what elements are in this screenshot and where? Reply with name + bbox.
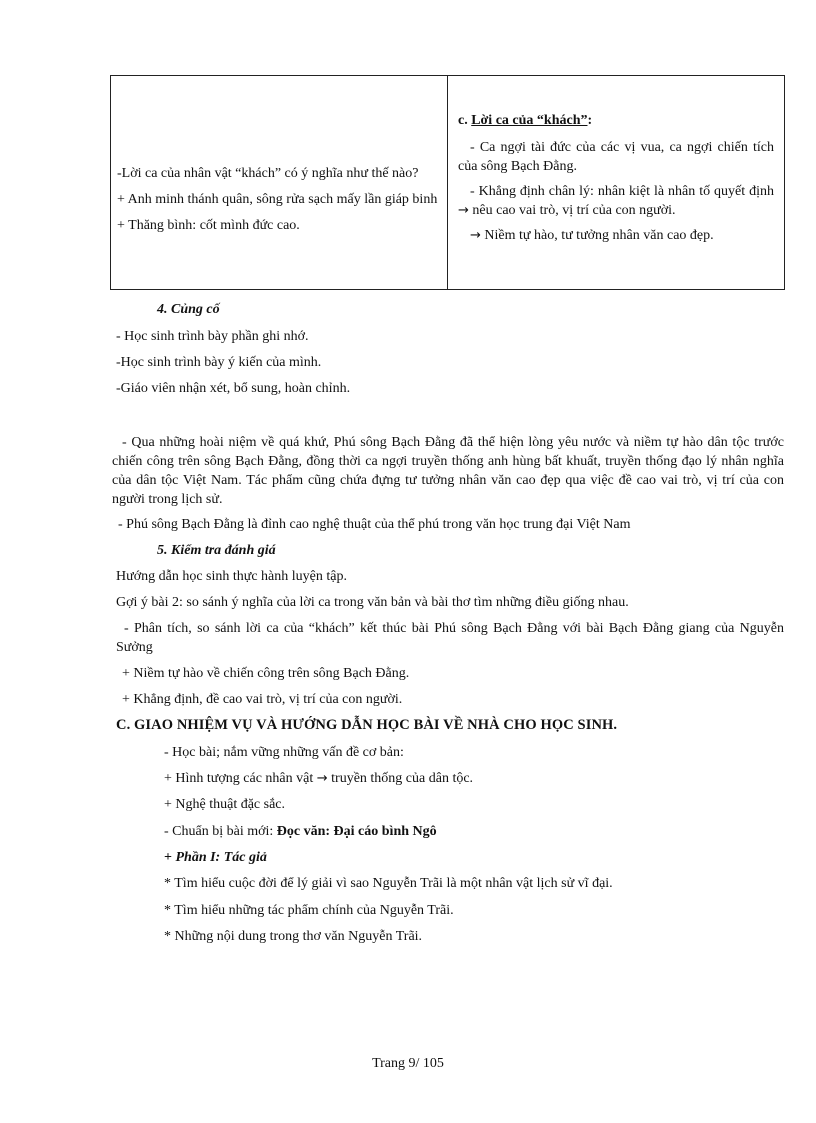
answer-item: + Thăng bình: cốt mình đức cao. (117, 218, 300, 233)
homework-line: * Những nội dung trong thơ văn Nguyễn Trãi. (164, 929, 423, 944)
homework-line: + Hình tượng các nhân vật → truyền thống của dân tộc. (164, 771, 474, 786)
answer-item: + Anh minh thánh quân, sông rửa sạch mấy lần giáp binh (117, 192, 438, 207)
list-item: -Học sinh trình bày ý kiến của mình. (116, 355, 322, 370)
table-cell-answers (448, 76, 785, 290)
answer-paragraph: - Ca ngợi tài đức của các vị vua, ca ngợi chiến tích của sông Bạch Đằng. (458, 140, 774, 174)
question-text: -Lời ca của nhân vật “khách” có ý nghĩa như thế nào? (117, 166, 419, 181)
section-c-title: C. GIAO NHIỆM VỤ VÀ HƯỚNG DẪN HỌC BÀI VỀ NHÀ CHO HỌC SINH. (116, 717, 618, 733)
instruction-paragraph: - Phân tích, so sánh lời ca của “khách” kết thúc bài Phú sông Bạch Đằng với bài Bạch Đằng giang của Nguyễn Sưởng (116, 621, 784, 655)
instruction-line: + Niềm tự hào về chiến công trên sông Bạch Đằng. (122, 666, 410, 681)
content-table (110, 75, 785, 290)
conclusion-line: → Niềm tự hào, tư tưởng nhân văn cao đẹp. (470, 228, 714, 243)
arrow-right-icon: → (458, 203, 469, 218)
homework-line: * Tìm hiểu cuộc đời để lý giải vì sao Nguyễn Trãi là một nhân vật lịch sử vĩ đại. (164, 876, 613, 891)
homework-line: + Nghệ thuật đặc sắc. (164, 797, 286, 812)
table-row (111, 76, 785, 290)
instruction-line: + Khẳng định, đề cao vai trò, vị trí của con người. (122, 692, 403, 707)
instruction-line: Hướng dẫn học sinh thực hành luyện tập. (116, 569, 347, 584)
homework-line: * Tìm hiểu những tác phẩm chính của Nguyễn Trãi. (164, 903, 454, 918)
summary-paragraph-2: - Phú sông Bạch Đằng là đỉnh cao nghệ thuật của thể phú trong văn học trung đại Việt Nam (118, 517, 631, 532)
list-item: -Giáo viên nhận xét, bổ sung, hoàn chỉnh. (116, 381, 351, 396)
subsection-heading: c. Lời ca của “khách”: (458, 113, 593, 128)
page-number: Trang 9/ 105 (372, 1056, 444, 1071)
homework-line: - Chuẩn bị bài mới: Đọc văn: Đại cáo bình Ngô (164, 824, 437, 839)
list-item: - Học sinh trình bày phần ghi nhớ. (116, 329, 309, 344)
homework-subheading: + Phần I: Tác giả (164, 850, 267, 865)
answer-paragraph: - Khẳng định chân lý: nhân kiệt là nhân tố quyết định → nêu cao vai trò, vị trí của con người. (458, 184, 774, 218)
arrow-right-icon: → (470, 228, 481, 243)
instruction-line: Gợi ý bài 2: so sánh ý nghĩa của lời ca trong văn bản và bài thơ tìm những điều giống nhau. (116, 595, 629, 610)
section-4-title: 4. Củng cố (157, 302, 220, 317)
section-5-title: 5. Kiểm tra đánh giá (157, 543, 276, 558)
summary-paragraph: - Qua những hoài niệm về quá khứ, Phú sông Bạch Đằng đã thể hiện lòng yêu nước và niềm tự hào dân tộc trước chiến công trên sông Bạch Đằng, đồng thời ca ngợi truyền thống anh hùng bất khuất, truyền thống đạo lý nhân nghĩa của dân tộc Việt Nam. Tác phẩm cũng chứa đựng tư tưởng nhân văn cao đẹp qua việc đề cao vai trò, vị trí của con người trong lịch sử. (112, 435, 784, 507)
arrow-right-icon: → (316, 771, 328, 786)
table-cell-questions (111, 76, 448, 290)
homework-line: - Học bài; nắm vững những vấn đề cơ bản: (164, 745, 404, 760)
